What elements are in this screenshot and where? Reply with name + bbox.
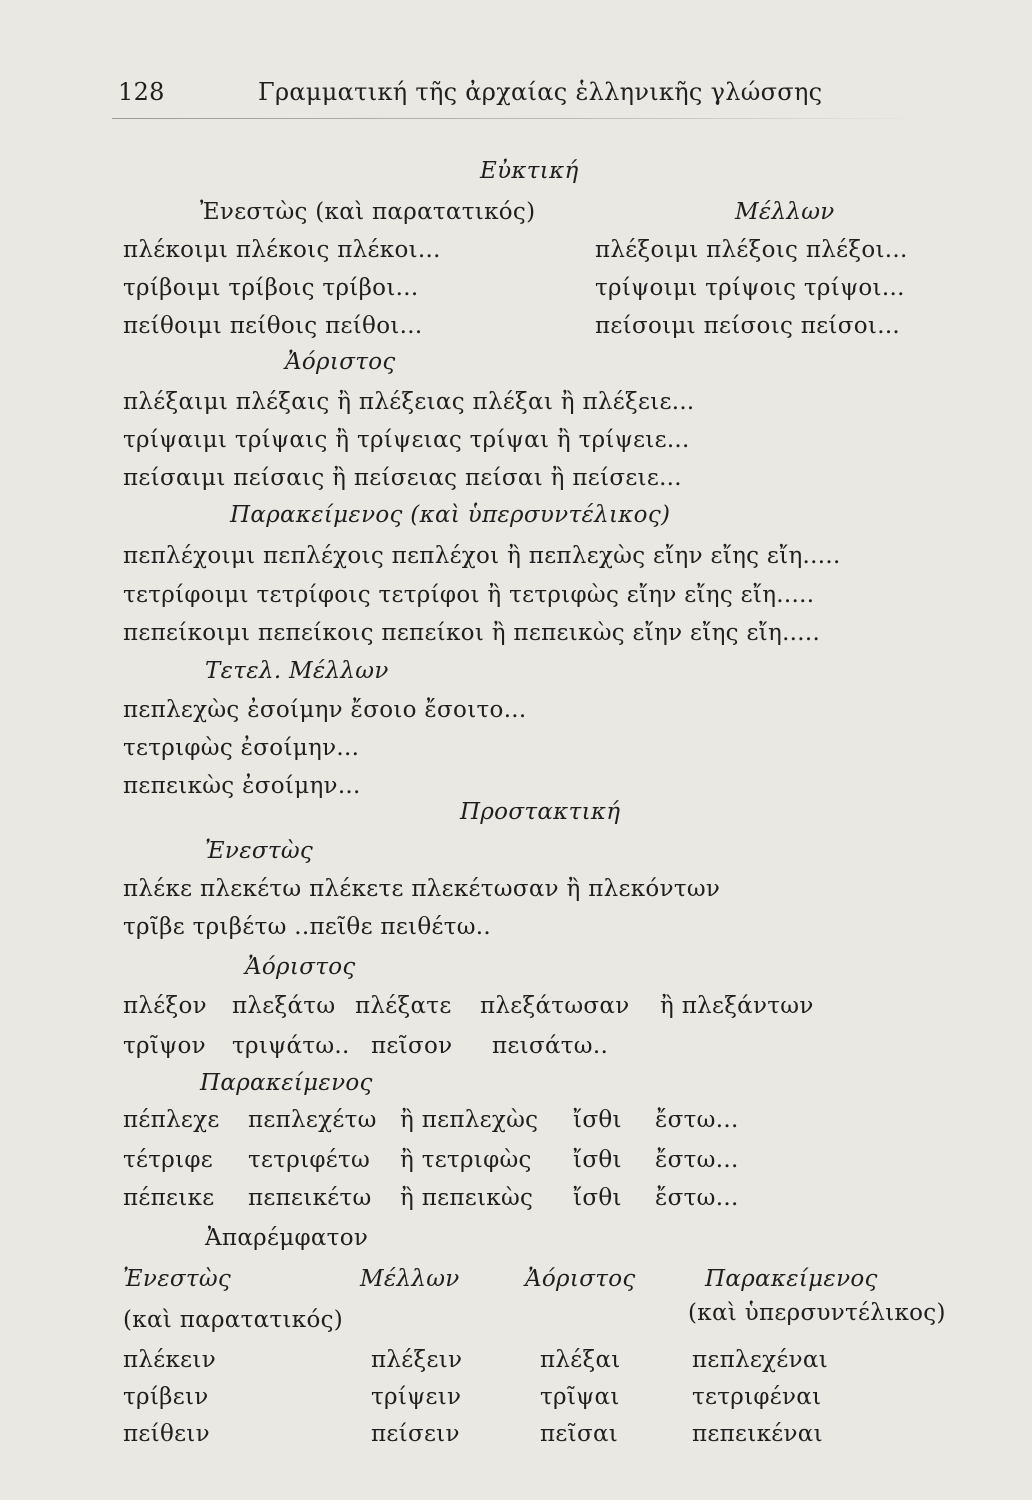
optative-present-row: πλέκοιμι πλέκοις πλέκοι... bbox=[123, 237, 441, 263]
optative-future-perfect-heading: Τετελ. Μέλλων bbox=[205, 658, 389, 684]
imperative-perfect-cell: ἢ πεπλεχὼς bbox=[400, 1107, 539, 1133]
imperative-perfect-cell: πεπλεχέτω bbox=[248, 1107, 377, 1133]
infinitive-cell: πλέκειν bbox=[123, 1347, 216, 1373]
infinitive-cell: πλέξειν bbox=[371, 1347, 463, 1373]
optative-future-perfect-row: πεπεικὼς ἐσοίμην... bbox=[123, 773, 361, 799]
imperative-present-heading: Ἐνεστὼς bbox=[205, 838, 314, 864]
imperative-aorist-cell: πλέξον bbox=[123, 993, 207, 1019]
optative-perfect-row: πεπείκοιμι πεπείκοις πεπείκοι ἢ πεπεικὼς εἴην εἴης εἴη..... bbox=[123, 620, 821, 646]
infinitive-cell: τρῖψαι bbox=[540, 1384, 620, 1410]
infinitive-cell: πείθειν bbox=[123, 1421, 210, 1447]
imperative-perfect-cell: ἔστω... bbox=[655, 1107, 739, 1133]
infinitive-column-header: Ἀόριστος bbox=[525, 1266, 636, 1292]
optative-future-row: πλέξοιμι πλέξοις πλέξοι... bbox=[595, 237, 908, 263]
section-heading-imperative: Προστακτική bbox=[460, 799, 621, 825]
imperative-aorist-cell: πλεξάτωσαν bbox=[480, 993, 630, 1019]
imperative-aorist-cell: τρῖψον bbox=[123, 1033, 206, 1059]
optative-present-row: πείθοιμι πείθοις πείθοι... bbox=[123, 313, 423, 339]
imperative-aorist-cell: πλεξάτω bbox=[232, 993, 336, 1019]
optative-perfect-row: τετρίφοιμι τετρίφοις τετρίφοι ἢ τετριφὼς εἴην εἴης εἴη..... bbox=[123, 582, 815, 608]
imperative-perfect-cell: τέτριφε bbox=[123, 1147, 214, 1173]
infinitive-cell: τετριφέναι bbox=[692, 1384, 822, 1410]
imperative-aorist-cell: τριψάτω.. bbox=[232, 1033, 350, 1059]
optative-aorist-row: πείσαιμι πείσαις ἢ πείσειας πείσαι ἢ πείσειε... bbox=[123, 465, 682, 491]
infinitive-cell: πεπλεχέναι bbox=[692, 1347, 829, 1373]
imperative-aorist-cell: πλέξατε bbox=[355, 993, 452, 1019]
imperative-aorist-cell: πεισάτω.. bbox=[492, 1033, 609, 1059]
imperative-present-row: πλέκε πλεκέτω πλέκετε πλεκέτωσαν ἢ πλεκόντων bbox=[123, 876, 721, 902]
optative-perfect-heading: Παρακείμενος (καὶ ὑπερσυντέλικος) bbox=[230, 502, 671, 528]
page-number: 128 bbox=[118, 78, 165, 106]
optative-future-row: τρίψοιμι τρίψοις τρίψοι... bbox=[595, 275, 905, 301]
optative-present-heading: Ἐνεστὼς (καὶ παρατατικός) bbox=[200, 199, 536, 225]
infinitive-column-header: Ἐνεστὼς bbox=[123, 1266, 232, 1292]
optative-aorist-row: πλέξαιμι πλέξαις ἢ πλέξειας πλέξαι ἢ πλέξειε... bbox=[123, 389, 695, 415]
infinitive-present-note: (καὶ παρατατικός) bbox=[123, 1307, 344, 1333]
optative-aorist-row: τρίψαιμι τρίψαις ἢ τρίψειας τρίψαι ἢ τρίψειε... bbox=[123, 427, 690, 453]
infinitive-cell: πεῖσαι bbox=[540, 1421, 619, 1447]
imperative-perfect-cell: ἴσθι bbox=[573, 1107, 622, 1133]
infinitive-perfect-note: (καὶ ὑπερσυντέλικος) bbox=[688, 1300, 946, 1326]
infinitive-cell: πείσειν bbox=[371, 1421, 460, 1447]
optative-future-perfect-row: τετριφὼς ἐσοίμην... bbox=[123, 735, 360, 761]
imperative-present-row: τρῖβε τριβέτω ..πεῖθε πειθέτω.. bbox=[123, 914, 492, 940]
header-rule bbox=[112, 118, 922, 119]
imperative-perfect-cell: ἢ τετριφὼς bbox=[400, 1147, 532, 1173]
imperative-perfect-cell: πεπεικέτω bbox=[248, 1185, 372, 1211]
imperative-perfect-cell: ἔστω... bbox=[655, 1185, 739, 1211]
infinitive-cell: πλέξαι bbox=[540, 1347, 621, 1373]
imperative-perfect-cell: ἴσθι bbox=[573, 1147, 622, 1173]
imperative-perfect-cell: πέπεικε bbox=[123, 1185, 215, 1211]
optative-future-perfect-row: πεπλεχὼς ἐσοίμην ἔσοιο ἔσοιτο... bbox=[123, 697, 527, 723]
optative-present-row: τρίβοιμι τρίβοις τρίβοι... bbox=[123, 275, 419, 301]
imperative-aorist-cell: ἢ πλεξάντων bbox=[660, 993, 814, 1019]
infinitive-column-header: Μέλλων bbox=[360, 1266, 460, 1292]
infinitive-cell: τρίψειν bbox=[371, 1384, 462, 1410]
imperative-perfect-cell: τετριφέτω bbox=[248, 1147, 371, 1173]
running-title: Γραμματική τῆς ἀρχαίας ἑλληνικῆς γλώσσης bbox=[258, 78, 823, 106]
section-heading-infinitive: Ἀπαρέμφατον bbox=[205, 1225, 369, 1251]
infinitive-cell: πεπεικέναι bbox=[692, 1421, 823, 1447]
imperative-perfect-cell: ἢ πεπεικὼς bbox=[400, 1185, 534, 1211]
optative-future-heading: Μέλλων bbox=[735, 199, 835, 225]
optative-aorist-heading: Ἀόριστος bbox=[285, 349, 396, 375]
imperative-aorist-heading: Ἀόριστος bbox=[245, 954, 356, 980]
infinitive-column-header: Παρακείμενος bbox=[705, 1266, 878, 1292]
imperative-perfect-heading: Παρακείμενος bbox=[200, 1070, 373, 1096]
imperative-perfect-cell: ἔστω... bbox=[655, 1147, 739, 1173]
infinitive-cell: τρίβειν bbox=[123, 1384, 209, 1410]
optative-perfect-row: πεπλέχοιμι πεπλέχοις πεπλέχοι ἢ πεπλεχὼς εἴην εἴης εἴη..... bbox=[123, 543, 841, 569]
imperative-perfect-cell: ἴσθι bbox=[573, 1185, 622, 1211]
optative-future-row: πείσοιμι πείσοις πείσοι... bbox=[595, 313, 901, 339]
imperative-perfect-cell: πέπλεχε bbox=[123, 1107, 220, 1133]
imperative-aorist-cell: πεῖσον bbox=[371, 1033, 453, 1059]
section-heading-optative: Εὐκτική bbox=[480, 158, 579, 184]
